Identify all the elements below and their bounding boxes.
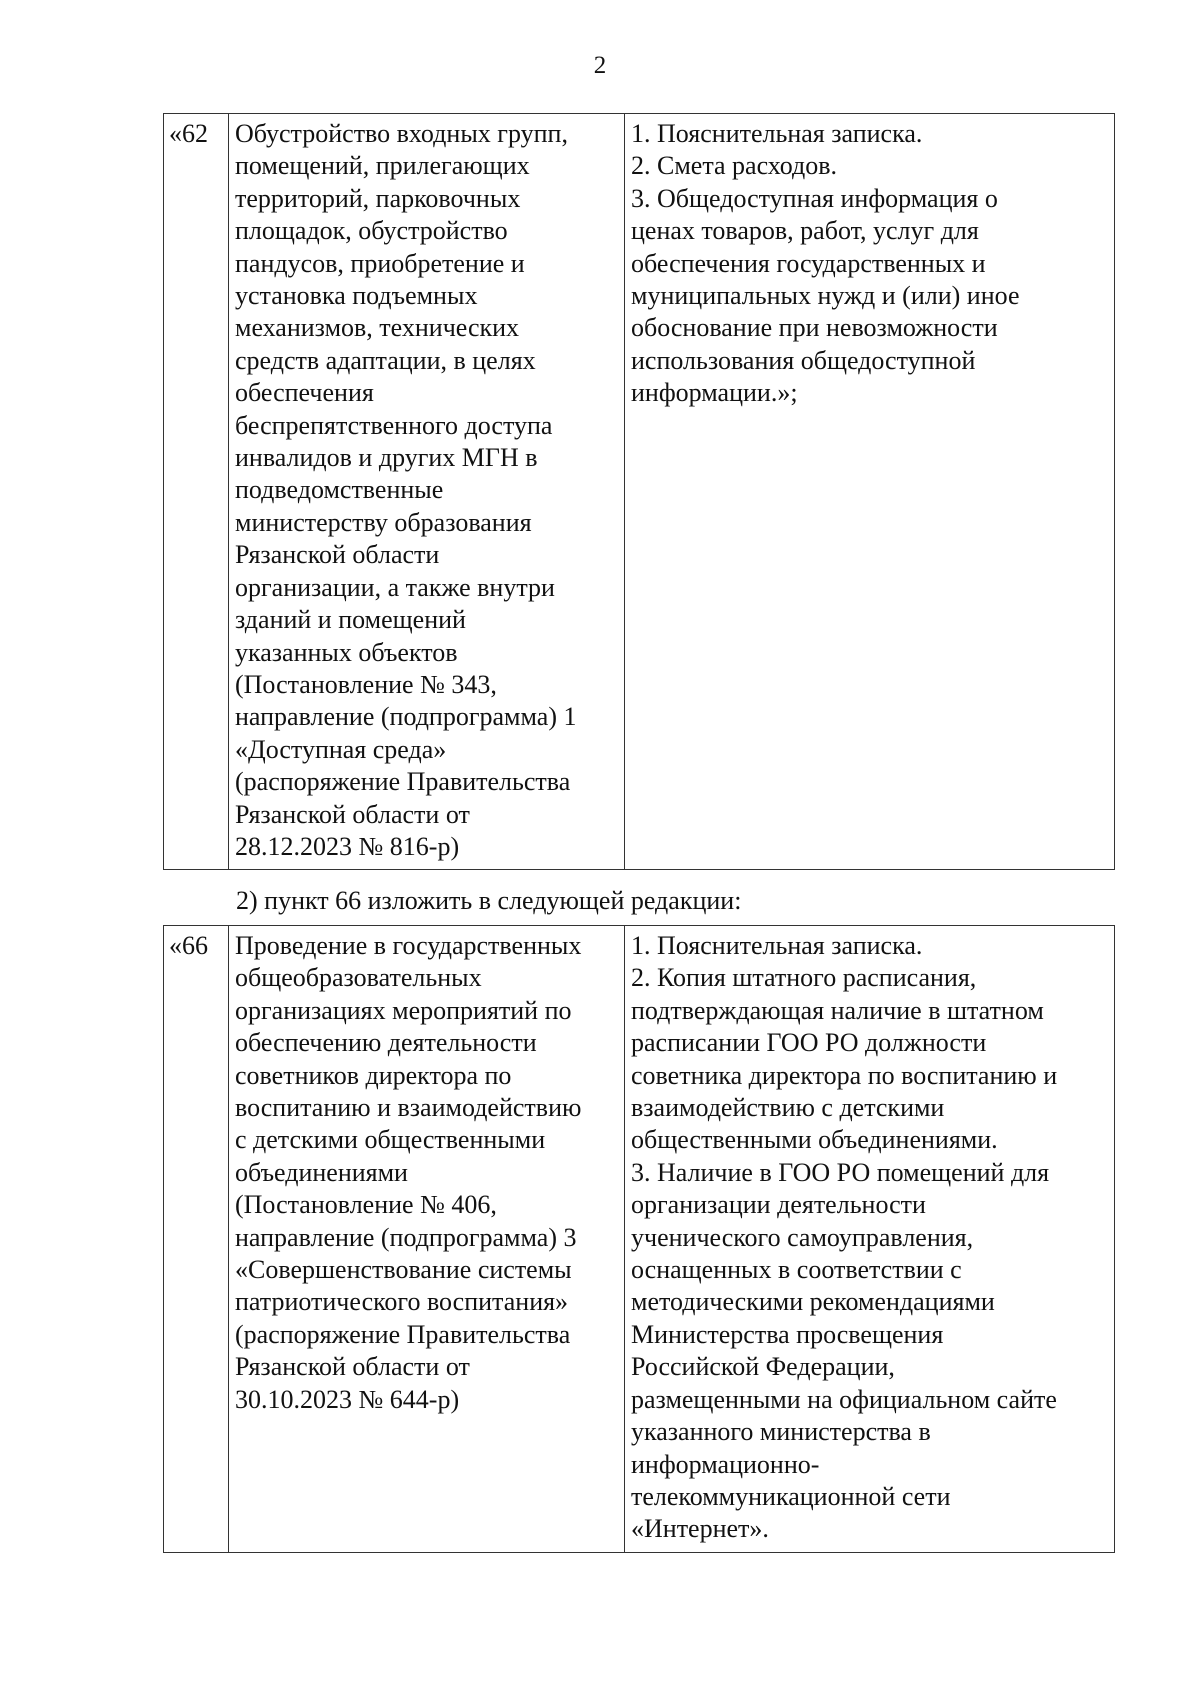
text-line: взаимодействию с детскими bbox=[631, 1093, 945, 1123]
documents-cell bbox=[625, 114, 1115, 870]
description-text bbox=[235, 930, 618, 1416]
text-line: указанных объектов bbox=[235, 637, 458, 667]
text-line: советников директора по bbox=[235, 1060, 512, 1090]
amendment-instruction: 2) пункт 66 изложить в следующей редакции: bbox=[236, 886, 742, 915]
text-line: муниципальных нужд и (или) иное bbox=[631, 281, 1020, 311]
description-text bbox=[235, 118, 618, 863]
text-line: размещенными на официальном сайте bbox=[631, 1384, 1057, 1414]
text-line: организации, а также внутри bbox=[235, 572, 555, 602]
text-line: обеспечения государственных и bbox=[631, 248, 986, 278]
text-line: общеобразовательных bbox=[235, 963, 482, 993]
text-line: Обустройство входных групп, bbox=[235, 119, 568, 148]
text-line: инвалидов и других МГН в bbox=[235, 443, 538, 473]
text-line: 2. Смета расходов. bbox=[631, 151, 838, 181]
text-line: обеспечению деятельности bbox=[235, 1028, 537, 1058]
text-line: пандусов, приобретение и bbox=[235, 248, 525, 278]
text-line: ценах товаров, работ, услуг для bbox=[631, 216, 979, 246]
row-number: «66 bbox=[169, 931, 208, 960]
text-line: обеспечения bbox=[235, 378, 374, 408]
table-row bbox=[164, 114, 1115, 870]
table-row-62 bbox=[163, 113, 1115, 870]
text-line: телекоммуникационной сети bbox=[631, 1481, 951, 1511]
text-line: помещений, прилегающих bbox=[235, 151, 530, 181]
text-line: установка подъемных bbox=[235, 281, 478, 311]
text-line: (распоряжение Правительства bbox=[235, 767, 571, 797]
text-line: площадок, обустройство bbox=[235, 216, 508, 246]
text-line: (Постановление № 406, bbox=[235, 1190, 497, 1220]
row-number: «62 bbox=[169, 119, 208, 148]
text-line: патриотического воспитания» bbox=[235, 1287, 569, 1317]
text-line: Проведение в государственных bbox=[235, 931, 582, 960]
text-line: территорий, парковочных bbox=[235, 183, 521, 213]
text-line: оснащенных в соответствии с bbox=[631, 1255, 962, 1285]
text-line: механизмов, технических bbox=[235, 313, 520, 343]
text-line: 28.12.2023 № 816-р) bbox=[235, 831, 460, 861]
text-line: общественными объединениями. bbox=[631, 1125, 998, 1155]
text-line: «Совершенствование системы bbox=[235, 1255, 572, 1285]
text-line: организации деятельности bbox=[631, 1190, 926, 1220]
row-number-cell bbox=[164, 114, 229, 870]
text-line: (распоряжение Правительства bbox=[235, 1319, 571, 1349]
text-line: использования общедоступной bbox=[631, 345, 976, 375]
text-line: подведомственные bbox=[235, 475, 444, 505]
text-line: направление (подпрограмма) 1 bbox=[235, 702, 577, 732]
text-line: советника директора по воспитанию и bbox=[631, 1060, 1058, 1090]
page-number: 2 bbox=[593, 52, 607, 79]
text-line: организациях мероприятий по bbox=[235, 995, 572, 1025]
text-line: Рязанской области от bbox=[235, 1352, 470, 1382]
text-line: средств адаптации, в целях bbox=[235, 345, 536, 375]
table-row-66 bbox=[163, 925, 1115, 1553]
text-line: Рязанской области bbox=[235, 540, 440, 570]
text-line: «Интернет». bbox=[631, 1514, 769, 1544]
text-line: Министерства просвещения bbox=[631, 1319, 944, 1349]
text-line: Рязанской области от bbox=[235, 799, 470, 829]
text-line: воспитанию и взаимодействию bbox=[235, 1093, 582, 1123]
text-line: указанного министерства в bbox=[631, 1417, 931, 1447]
text-line: министерству образования bbox=[235, 507, 532, 537]
documents-text bbox=[631, 930, 1108, 1546]
text-line: направление (подпрограмма) 3 bbox=[235, 1222, 577, 1252]
documents-cell bbox=[625, 926, 1115, 1553]
text-line: «Доступная среда» bbox=[235, 734, 447, 764]
text-line: информационно- bbox=[631, 1449, 820, 1479]
text-line: (Постановление № 343, bbox=[235, 669, 497, 699]
text-line: 3. Общедоступная информация о bbox=[631, 183, 998, 213]
text-line: 30.10.2023 № 644-р) bbox=[235, 1384, 460, 1414]
text-line: методическими рекомендациями bbox=[631, 1287, 995, 1317]
text-line: зданий и помещений bbox=[235, 605, 466, 635]
table-row bbox=[164, 926, 1115, 1553]
text-line: 1. Пояснительная записка. bbox=[631, 931, 923, 960]
documents-text bbox=[631, 118, 1108, 410]
text-line: ученического самоуправления, bbox=[631, 1222, 974, 1252]
text-line: 1. Пояснительная записка. bbox=[631, 119, 923, 148]
text-line: подтверждающая наличие в штатном bbox=[631, 995, 1044, 1025]
text-line: информации.»; bbox=[631, 378, 798, 408]
text-line: 2. Копия штатного расписания, bbox=[631, 963, 977, 993]
text-line: расписании ГОО РО должности bbox=[631, 1028, 987, 1058]
row-number-cell bbox=[164, 926, 229, 1553]
text-line: 3. Наличие в ГОО РО помещений для bbox=[631, 1157, 1050, 1187]
text-line: с детскими общественными bbox=[235, 1125, 546, 1155]
text-line: объединениями bbox=[235, 1157, 408, 1187]
description-cell bbox=[229, 926, 625, 1553]
text-line: беспрепятственного доступа bbox=[235, 410, 553, 440]
text-line: обоснование при невозможности bbox=[631, 313, 998, 343]
text-line: Российской Федерации, bbox=[631, 1352, 895, 1382]
description-cell bbox=[229, 114, 625, 870]
